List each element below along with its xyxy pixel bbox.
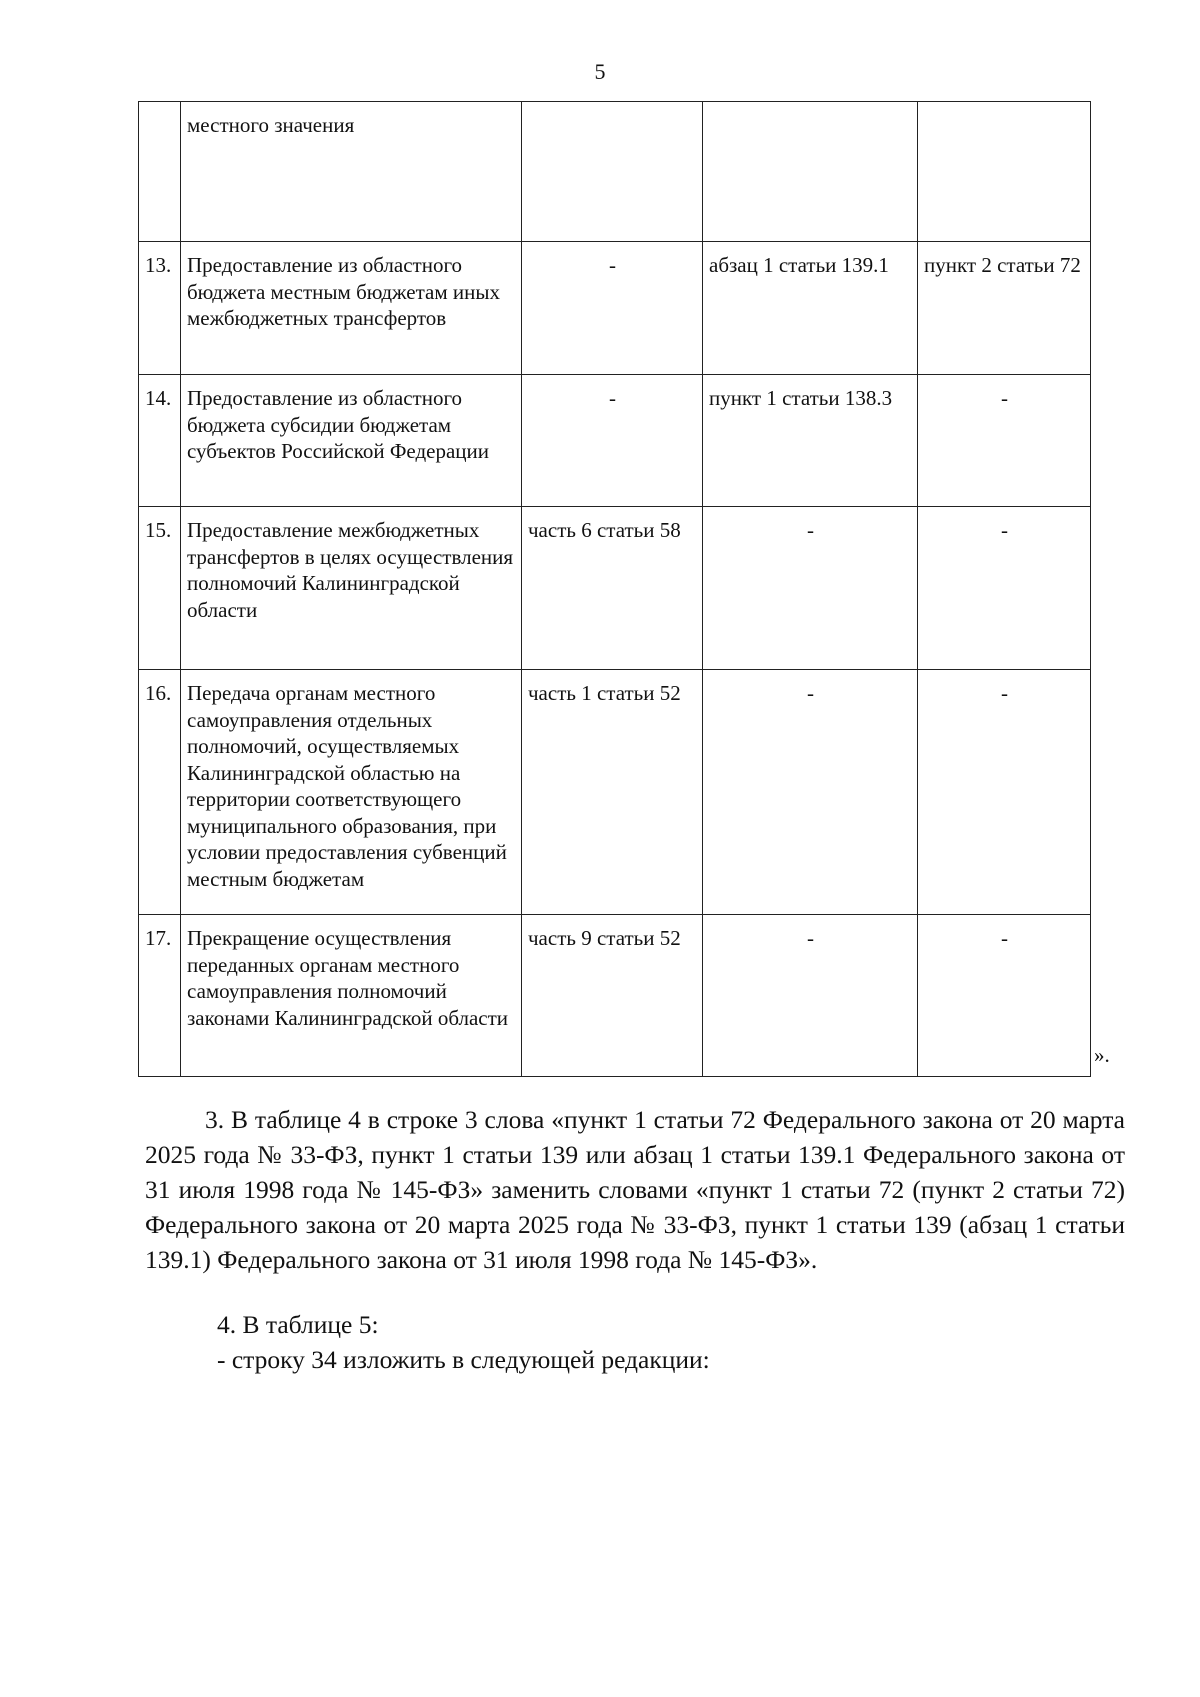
row-description: Предоставление из областного бюджета субсидии бюджетам субъектов Российской Федерации [181,375,522,507]
cell-col-c: - [918,375,1091,507]
legal-table [138,101,1091,1077]
paragraph-3: 3. В таблице 4 в строке 3 слова «пункт 1 статьи 72 Федерального закона от 20 марта 2025 года № 33-ФЗ, пункт 1 статьи 139 или абзац 1 статьи 139.1 Федерального закона от 31 июля 1998 года № 145-ФЗ» заменить словами «пункт 1 статьи 72 (пункт 2 статьи 72) Федерального закона от 20 марта 2025 года № 33-ФЗ, пункт 1 статьи 139 (абзац 1 статьи 139.1) Федерального закона от 31 июля 1998 года № 145-ФЗ». [145,1105,1125,1274]
row-number [139,102,181,242]
paragraph-4-item: - строку 34 изложить в следующей редакции: [217,1345,710,1374]
row-number: 13. [139,242,181,375]
cell-col-a [522,102,703,242]
table-row [139,915,1091,1077]
row-description: Предоставление из областного бюджета местным бюджетам иных межбюджетных трансфертов [181,242,522,375]
cell-col-a: часть 9 статьи 52 [522,915,703,1077]
cell-col-b: пункт 1 статьи 138.3 [703,375,918,507]
row-description: Передача органам местного самоуправления отдельных полномочий, осуществляемых Калининградской областью на территории соответствующего муниципального образования, при условии предоставления субвенций местным бюджетам [181,670,522,915]
cell-col-b: абзац 1 статьи 139.1 [703,242,918,375]
cell-col-c [918,102,1091,242]
cell-col-b: - [703,670,918,915]
row-description: местного значения [181,102,522,242]
page-number: 5 [594,59,606,84]
row-description: Прекращение осуществления переданных органам местного самоуправления полномочий законами Калининградской области [181,915,522,1077]
cell-col-b [703,102,918,242]
cell-col-a: - [522,375,703,507]
row-description: Предоставление межбюджетных трансфертов в целях осуществления полномочий Калининградской области [181,507,522,670]
row-number: 15. [139,507,181,670]
cell-col-c: - [918,915,1091,1077]
table-closing-quote: ». [1094,1043,1110,1067]
cell-col-b: - [703,915,918,1077]
paragraph-4: 4. В таблице 5: [217,1310,379,1339]
table-row [139,375,1091,507]
cell-col-a: часть 1 статьи 52 [522,670,703,915]
cell-col-c: - [918,670,1091,915]
cell-col-a: часть 6 статьи 58 [522,507,703,670]
table-row [139,507,1091,670]
row-number: 16. [139,670,181,915]
table-row [139,670,1091,915]
cell-col-b: - [703,507,918,670]
table-row [139,102,1091,242]
row-number: 14. [139,375,181,507]
table-row [139,242,1091,375]
cell-col-c: пункт 2 статьи 72 [918,242,1091,375]
cell-col-c: - [918,507,1091,670]
cell-col-a: - [522,242,703,375]
row-number: 17. [139,915,181,1077]
